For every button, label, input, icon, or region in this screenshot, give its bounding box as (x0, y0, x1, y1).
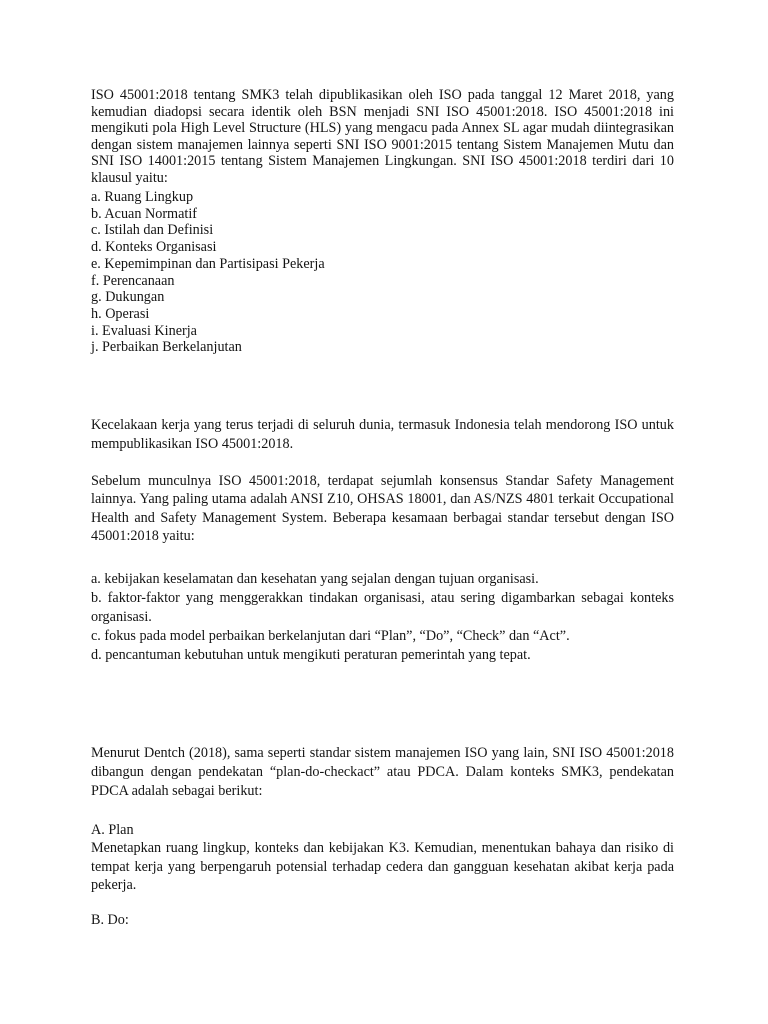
list-item: d. Konteks Organisasi (91, 239, 217, 256)
accidents-paragraph: Kecelakaan kerja yang terus terjadi di seluruh dunia, termasuk Indonesia telah mendorong ISO untuk mempublikasikan ISO 45001:2018. (91, 417, 674, 452)
list-item: e. Kepemimpinan dan Partisipasi Pekerja (91, 255, 325, 272)
list-item: f. Perencanaan (91, 272, 175, 289)
consensus-paragraph: Sebelum munculnya ISO 45001:2018, terdapat sejumlah konsensus Standar Safety Management lainnya. Yang paling utama adalah ANSI Z10, OHSAS 18001, dan AS/NZS 4801 terkait Occupational Health and Safety Management System. Beberapa kesamaan berbagai standar tersebut dengan ISO 45001:2018 yaitu: (91, 473, 674, 544)
list-item: a. kebijakan keselamatan dan kesehatan yang sejalan dengan tujuan organisasi. (91, 571, 539, 587)
list-item: i. Evaluasi Kinerja (91, 322, 197, 339)
list-item: g. Dukungan (91, 289, 165, 306)
intro-paragraph: ISO 45001:2018 tentang SMK3 telah dipublikasikan oleh ISO pada tanggal 12 Maret 2018, yang kemudian diadopsi secara identik oleh BSN menjadi SNI ISO 45001:2018. ISO 45001:2018 ini mengikuti pola High Level Structure (HLS) yang mengacu pada Annex SL agar mudah diintegrasikan dengan sistem manajemen lainnya seperti SNI ISO 9001:2015 tentang Sistem Manajemen Mutu dan SNI ISO 14001:2015 tentang Sistem Manajemen Lingkungan. SNI ISO 45001:2018 terdiri dari 10 klausul yaitu: (91, 87, 674, 186)
pdca-paragraph: Menurut Dentch (2018), sama seperti standar sistem manajemen ISO yang lain, SNI ISO 45001:2018 dibangun dengan pendekatan “plan-do-checkact” atau PDCA. Dalam konteks SMK3, pendekatan PDCA adalah sebagai berikut: (91, 745, 674, 799)
similarities-list (91, 570, 674, 665)
list-item: h. Operasi (91, 305, 150, 322)
do-heading: B. Do: (91, 912, 129, 928)
plan-heading: A. Plan (91, 822, 134, 838)
list-item: a. Ruang Lingkup (91, 189, 194, 205)
plan-text: Menetapkan ruang lingkup, konteks dan kebijakan K3. Kemudian, menentukan bahaya dan risiko di tempat kerja yang berpengaruh potensial terhadap cedera dan gangguan kesehatan akibat kerja pada pekerja. (91, 840, 674, 894)
clause-list (91, 189, 674, 356)
list-item: b. faktor-faktor yang menggerakkan tindakan organisasi, atau sering digambarkan sebagai konteks organisasi. (91, 590, 674, 625)
list-item: b. Acuan Normatif (91, 205, 197, 222)
list-item: c. fokus pada model perbaikan berkelanjutan dari “Plan”, “Do”, “Check” dan “Act”. (91, 628, 570, 644)
list-item: j. Perbaikan Berkelanjutan (91, 339, 242, 356)
list-item: d. pencantuman kebutuhan untuk mengikuti peraturan pemerintah yang tepat. (91, 647, 531, 663)
list-item: c. Istilah dan Definisi (91, 222, 214, 239)
